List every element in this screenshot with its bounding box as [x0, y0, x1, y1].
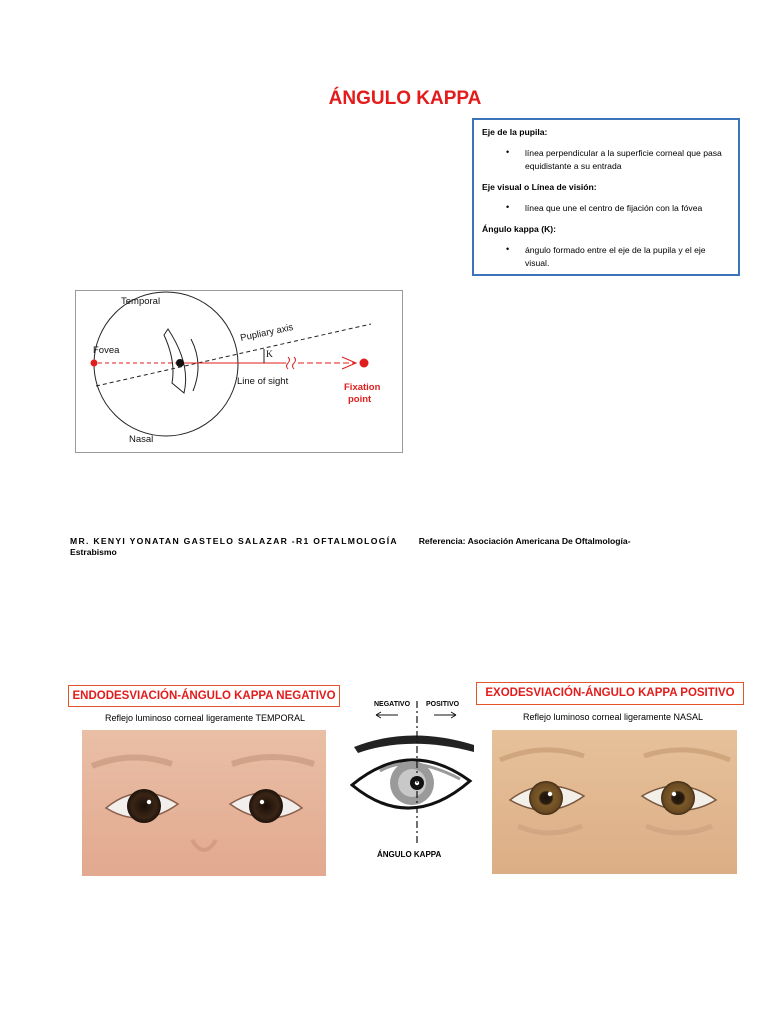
exodeviation-subtitle: Reflejo luminoso corneal ligeramente NASAL — [522, 712, 704, 722]
eyebrow-shape — [354, 735, 474, 753]
definition-heading-pupil-axis: Eje de la pupila: — [482, 127, 548, 137]
definition-item-pupil-axis: • línea perpendicular a la superficie corneal que pasa equidistante a su entrada — [482, 147, 730, 173]
cornea-shape — [191, 339, 198, 391]
definition-item-kappa: • ángulo formado entre el eje de la pupila y el eje visual. — [482, 244, 730, 270]
eye-axis-diagram-svg — [76, 291, 402, 452]
line-of-sight-label: Line of sight — [237, 376, 289, 387]
author-name: MR. KENYI YONATAN GASTELO SALAZAR -R1 OFTALMOLOGÍA — [70, 536, 398, 546]
reference-text: Referencia: Asociación Americana De Oftalmología- — [418, 536, 631, 546]
endodeviation-eyes-image — [82, 730, 326, 876]
nodal-point — [176, 359, 184, 367]
definition-item-visual-axis: • línea que une el centro de fijación con la fóvea — [482, 202, 730, 215]
endodeviation-photo — [82, 730, 326, 876]
author-reference — [70, 536, 710, 558]
kappa-eye-illustration — [350, 695, 480, 865]
exodeviation-photo — [492, 730, 737, 874]
positivo-label: POSITIVO — [426, 701, 460, 708]
pupillary-axis-line — [96, 321, 371, 386]
fovea-label: Fovea — [93, 345, 120, 356]
pupillary-axis-label: Pupliary axis — [239, 321, 295, 344]
kappa-symbol: K — [266, 350, 273, 360]
endodeviation-label-box: ENDODESVIACIÓN-ÁNGULO KAPPA NEGATIVO — [68, 685, 340, 707]
fixation-label-1: Fixation — [344, 382, 381, 393]
fixation-point-dot — [360, 359, 369, 368]
fovea-dot — [91, 360, 98, 367]
definitions-box — [472, 118, 740, 276]
arrow-left-icon — [376, 712, 398, 718]
kappa-angle-figure — [350, 695, 480, 865]
exodeviation-label-box: EXODESVIACIÓN-ÁNGULO KAPPA POSITIVO — [476, 682, 744, 705]
negativo-label: NEGATIVO — [374, 701, 411, 708]
nasal-label: Nasal — [129, 434, 154, 445]
fixation-label-2: point — [348, 394, 372, 405]
eyeball-outline — [94, 292, 238, 436]
kappa-angle-diagram — [75, 290, 403, 453]
endodeviation-subtitle: Reflejo luminoso corneal ligeramente TEMPORAL — [105, 713, 305, 723]
line-break-mark — [287, 357, 296, 369]
reference-text-cont: Estrabismo — [70, 547, 117, 557]
kappa-caption: ÁNGULO KAPPA — [377, 850, 442, 859]
definition-heading-visual-axis: Eje visual o Línea de visión: — [482, 182, 597, 192]
page-title: ÁNGULO KAPPA — [328, 88, 482, 109]
exodeviation-eyes-image — [492, 730, 737, 874]
arrow-right-icon — [434, 712, 456, 718]
definition-heading-kappa: Ángulo kappa (K): — [482, 224, 556, 234]
temporal-label: Temporal — [121, 296, 161, 307]
